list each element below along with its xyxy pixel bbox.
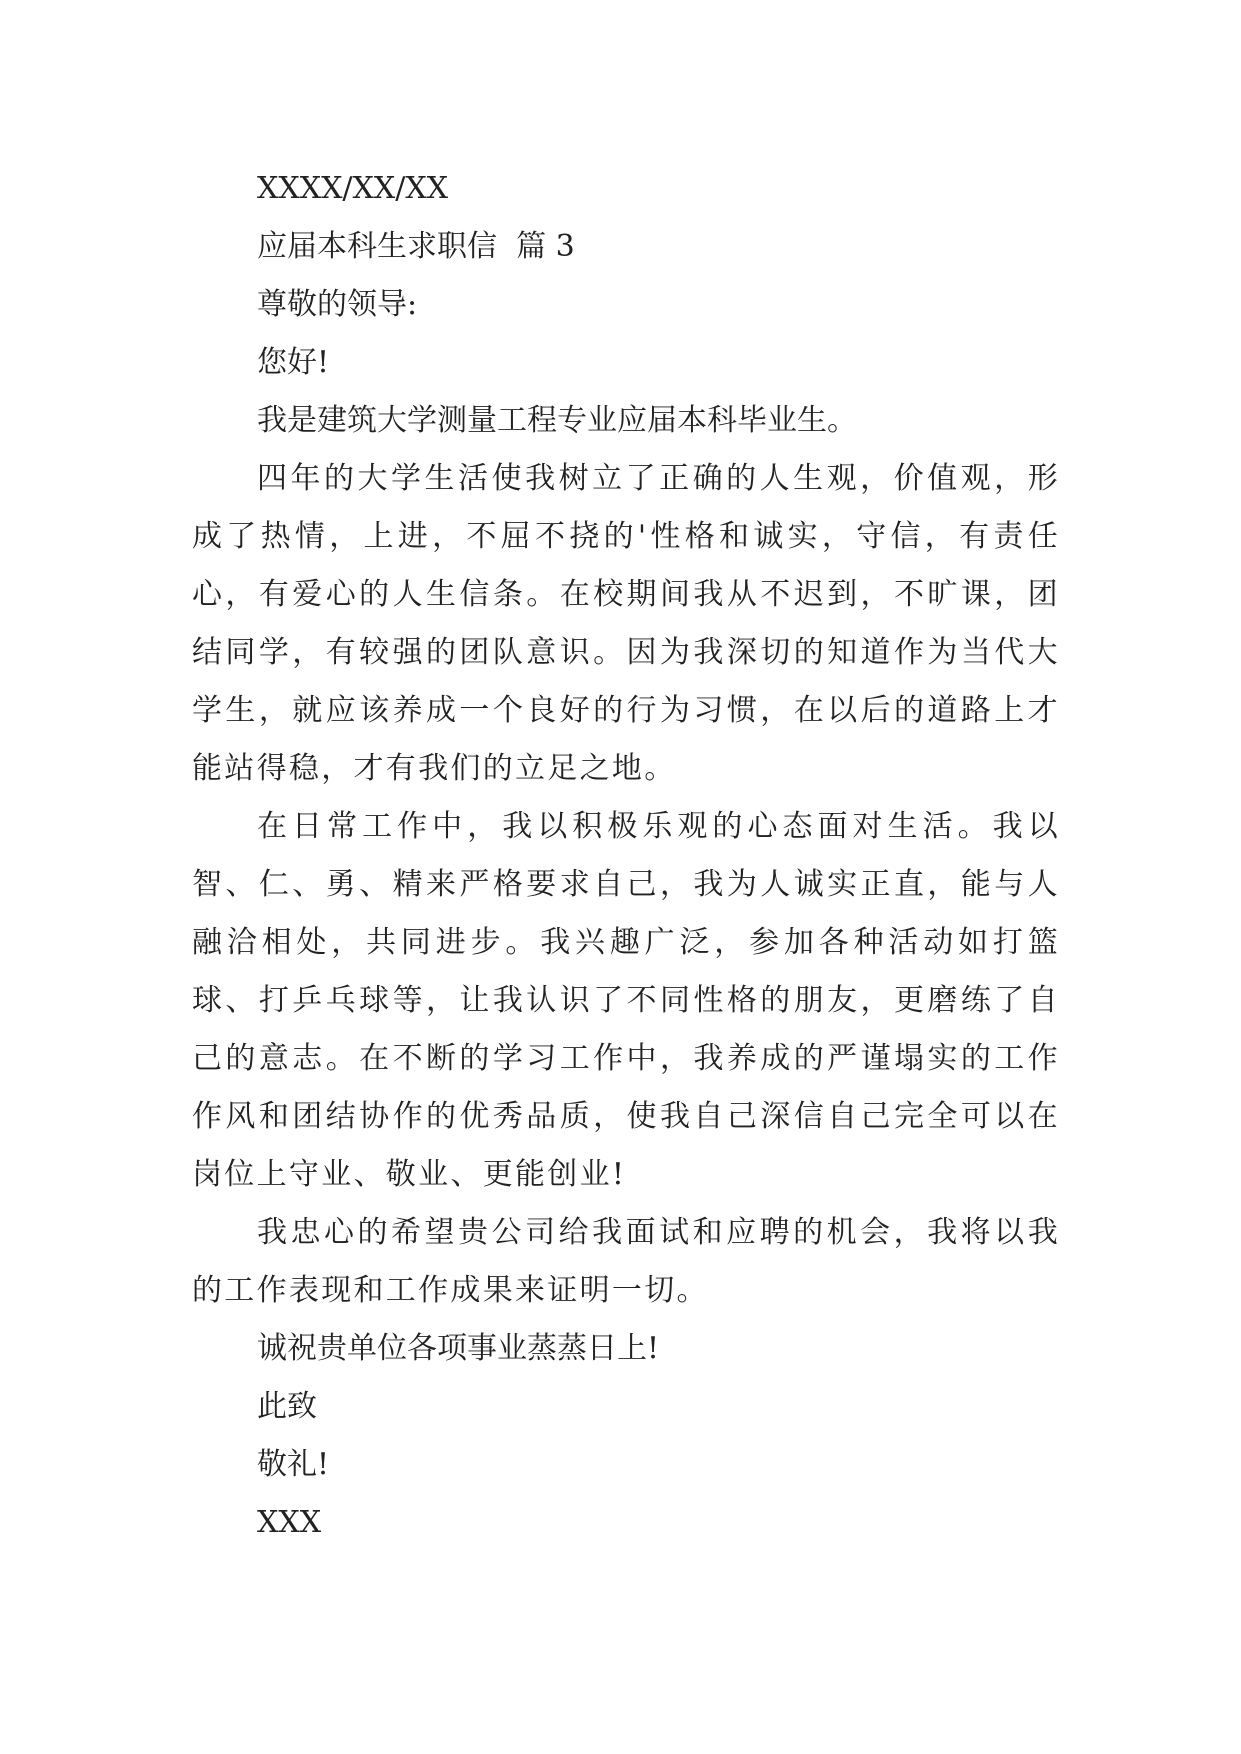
letter-intro: 我是建筑大学测量工程专业应届本科毕业生。 [257, 403, 857, 438]
letter-paragraph-1: 四年的大学生活使我树立了正确的人生观，价值观，形成了热情，上进，不屈不挠的'性格和诚实，守信，有责任心，有爱心的人生信条。在校期间我从不迟到，不旷课，团结同学，有较强的团队意识。因为我深切的知道作为当代大学生，就应该养成一个良好的行为习惯，在以后的道路上才能站得稳，才有我们的立足之地。 [192, 461, 1060, 786]
letter-signature: XXX [257, 1505, 322, 1540]
letter-body [192, 160, 1060, 1552]
letter-closing-2: 敬礼! [257, 1447, 330, 1482]
letter-paragraph-3: 我忠心的希望贵公司给我面试和应聘的机会，我将以我的工作表现和工作成果来证明一切。 [192, 1215, 1060, 1308]
letter-greeting: 您好! [257, 345, 330, 380]
letter-salutation: 尊敬的领导: [257, 287, 418, 322]
letter-wish: 诚祝贵单位各项事业蒸蒸日上! [257, 1331, 660, 1366]
letter-paragraph-2: 在日常工作中，我以积极乐观的心态面对生活。我以智、仁、勇、精来严格要求自己，我为人诚实正直，能与人融洽相处，共同进步。我兴趣广泛，参加各种活动如打篮球、打乒乓球等，让我认识了不同性格的朋友，更磨练了自己的意志。在不断的学习工作中，我养成的严谨塌实的工作作风和团结协作的优秀品质，使我自己深信自己完全可以在岗位上守业、敬业、更能创业! [192, 809, 1060, 1192]
letter-date: XXXX/XX/XX [257, 171, 449, 206]
letter-title: 应届本科生求职信 篇 3 [257, 229, 575, 264]
letter-closing-1: 此致 [257, 1389, 317, 1424]
